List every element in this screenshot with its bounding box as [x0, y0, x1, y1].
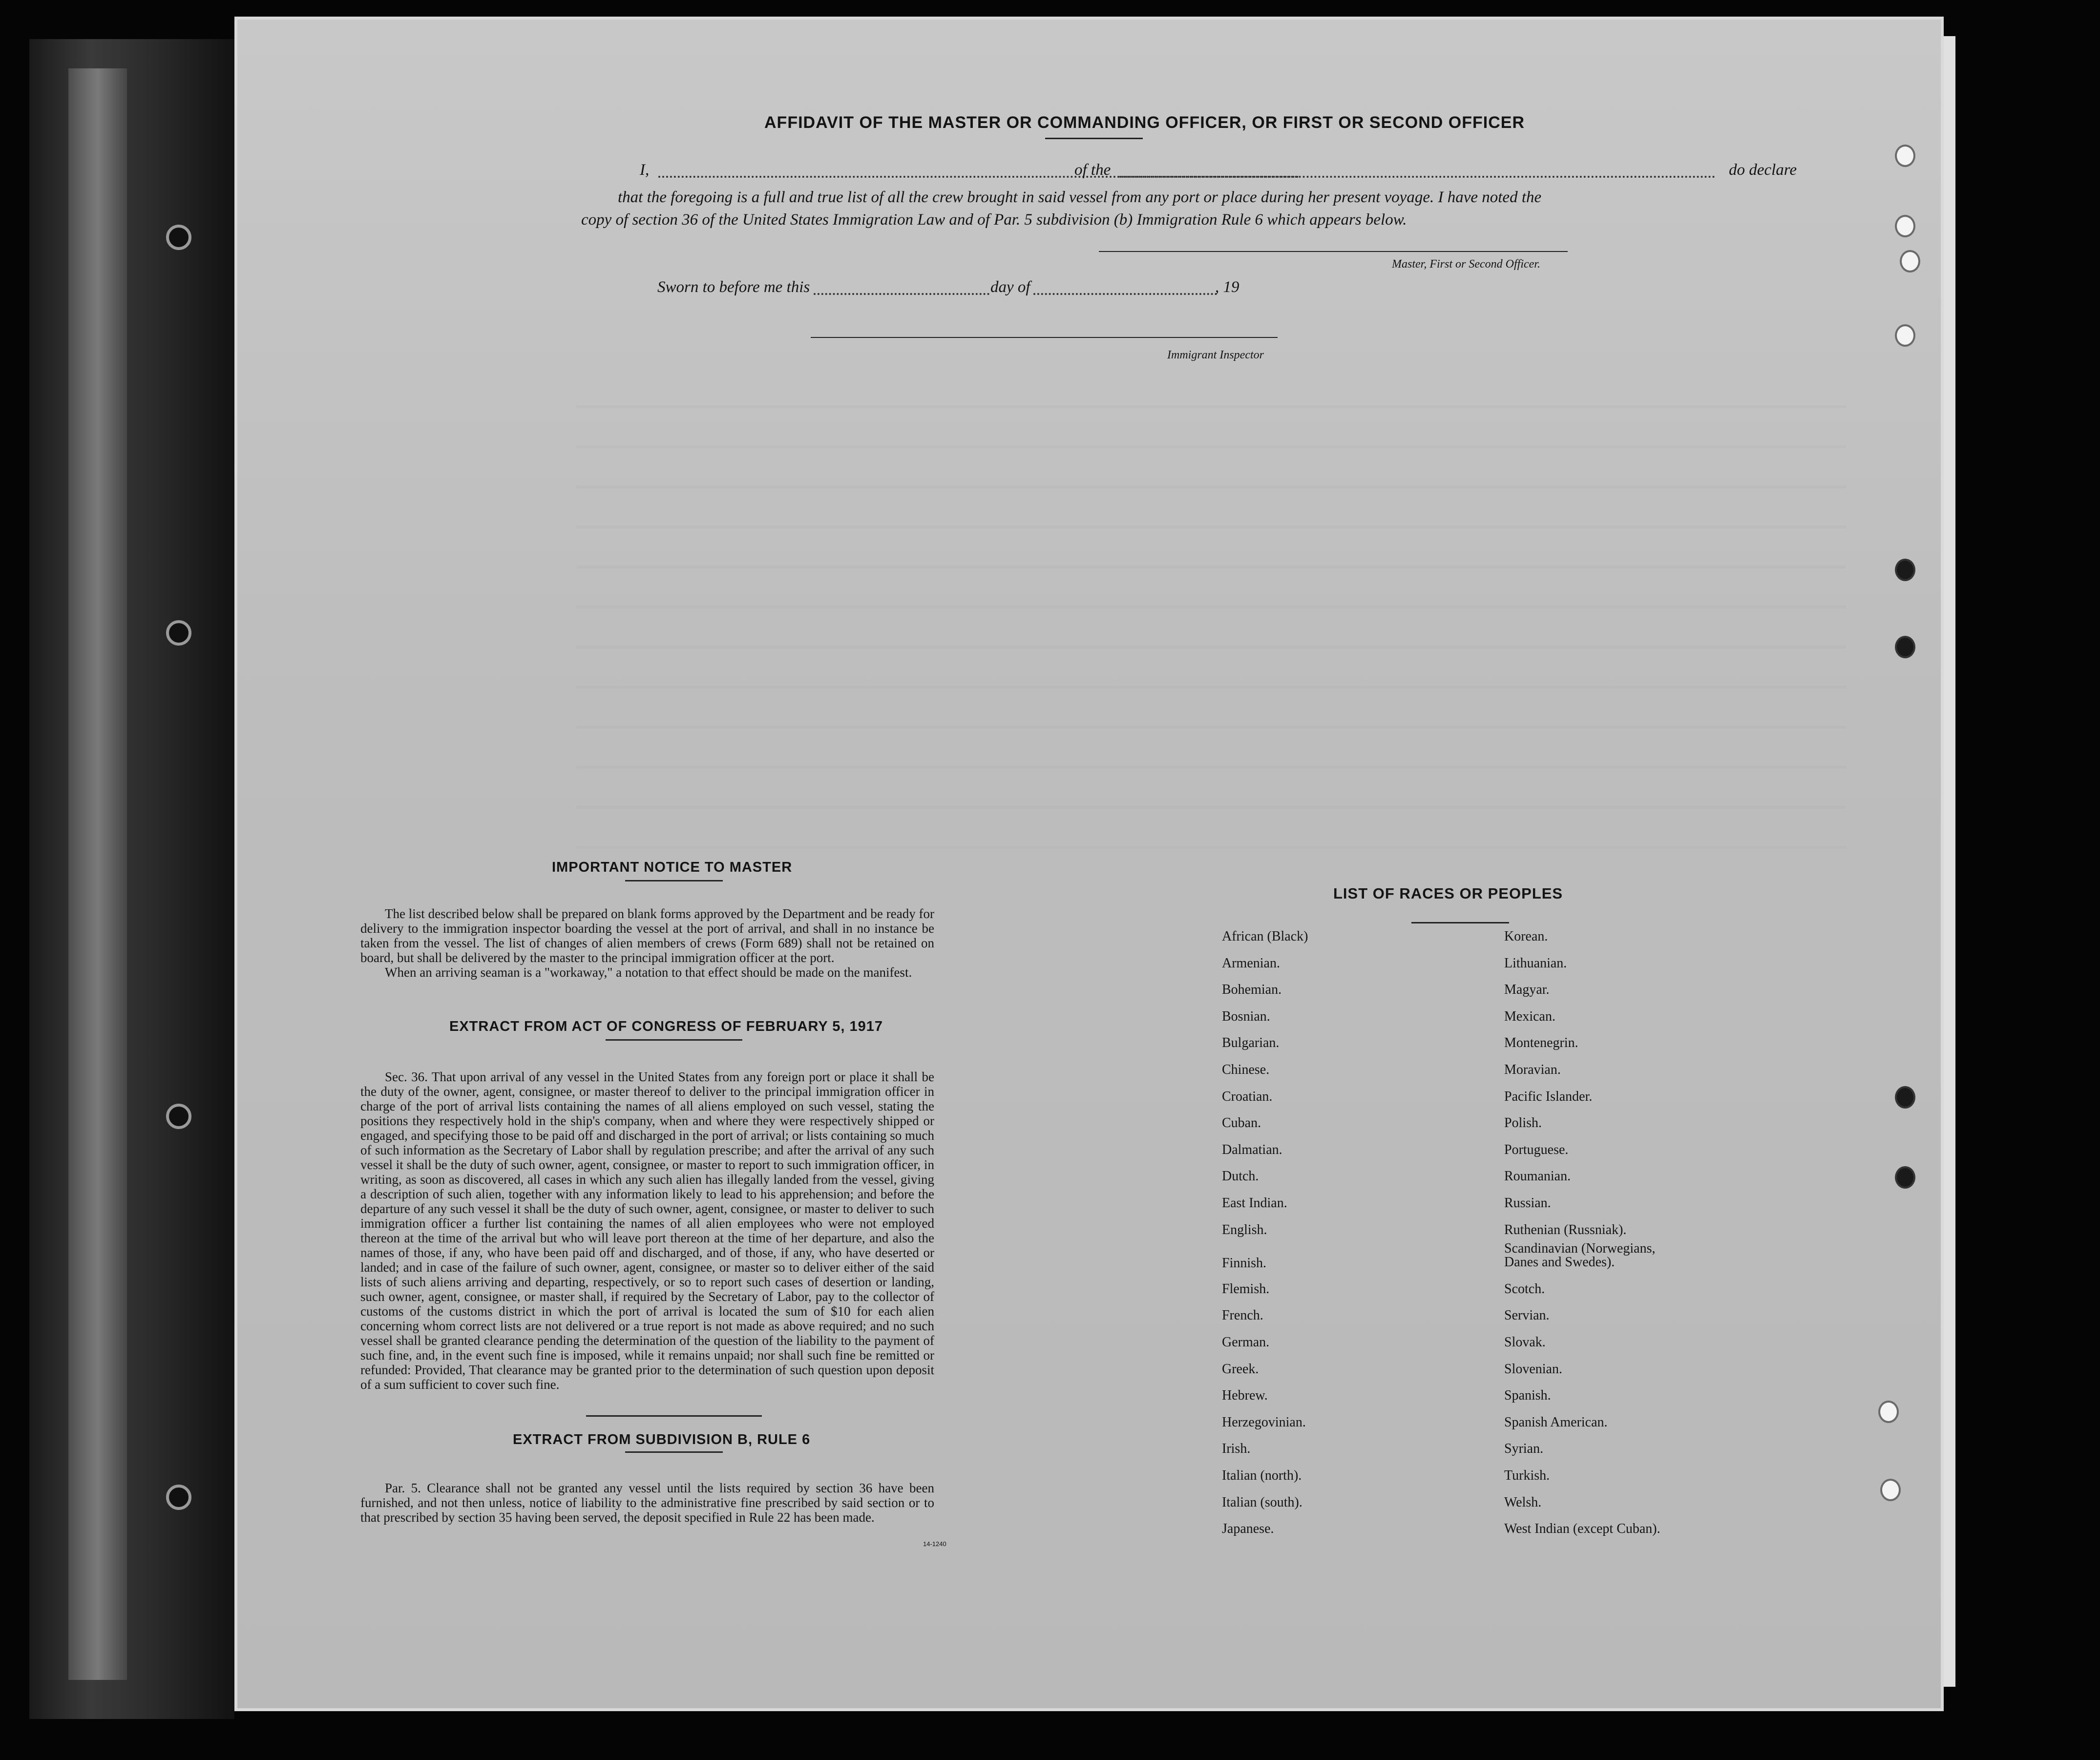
inspector-signature-line: [811, 337, 1278, 338]
sworn-day-blank: [814, 293, 989, 295]
bleed-through-texture: [576, 368, 1846, 857]
punch-hole: [1895, 145, 1915, 167]
race-item: Ruthenian (Russniak).: [1504, 1222, 1627, 1237]
rule-extract-top-rule: [586, 1415, 762, 1417]
sworn-prefix: Sworn to before me this: [657, 278, 810, 296]
affidavit-do-declare: do declare: [1729, 161, 1797, 179]
race-item: Turkish.: [1504, 1468, 1550, 1483]
sworn-year: , 19: [1215, 278, 1239, 296]
race-item: French.: [1222, 1308, 1263, 1323]
race-item: Pacific Islander.: [1504, 1089, 1593, 1104]
race-item: Hebrew.: [1222, 1388, 1268, 1404]
punch-hole: [1880, 1479, 1901, 1501]
race-item: Welsh.: [1504, 1494, 1542, 1510]
race-item: Dutch.: [1222, 1169, 1259, 1184]
underlying-page-strip: [29, 39, 234, 1719]
race-item: Slovak.: [1504, 1335, 1546, 1350]
race-item: Italian (north).: [1222, 1468, 1302, 1483]
title-underline: [1045, 138, 1143, 139]
race-item: Japanese.: [1222, 1521, 1274, 1537]
race-item: Syrian.: [1504, 1441, 1544, 1457]
notice-paragraph-2: When an arriving seaman is a "workaway," a notation to that effect should be made on the manifest.: [385, 965, 912, 980]
master-signature-line: [1099, 251, 1568, 252]
act-extract-underline: [606, 1039, 742, 1041]
sheet-edge: [1944, 36, 1955, 1687]
vessel-blank-line: [1119, 176, 1715, 178]
rule-extract-text: [360, 1481, 934, 1525]
binder-ring-hole: [166, 225, 191, 250]
race-item: Dalmatian.: [1222, 1142, 1282, 1157]
binder-ring-hole: [166, 1485, 191, 1510]
race-item: Bosnian.: [1222, 1008, 1270, 1024]
races-title: LIST OF RACES OR PEOPLES: [1333, 885, 1563, 902]
rule-par-5: Par. 5. Clearance shall not be granted any vessel until the lists required by section 36 have been furnished, and not then unless, notice of liability to the administrative fine prescribed by said section or to that prescribed by section 35 having been served, the deposit specified in Rule 22 has been made.: [360, 1481, 934, 1525]
punch-hole: [1895, 636, 1915, 658]
race-item: Portuguese.: [1504, 1142, 1569, 1157]
sworn-day-of: day of: [990, 278, 1030, 296]
punch-hole: [1895, 215, 1915, 237]
notice-paragraph-1: The list described below shall be prepared on blank forms approved by the Department and be ready for delivery to the immigration inspector boarding the vessel at the port of arrival, and shall in no instance be taken from the vessel. The list of changes of alien members of crews (Form 689) shall not be retained on board, but shall be delivered by the master to the principal immigration officer at the port.: [360, 906, 934, 965]
race-item: Korean.: [1504, 929, 1548, 944]
race-item: Mexican.: [1504, 1008, 1555, 1024]
punch-hole: [1895, 1086, 1915, 1109]
race-item: Moravian.: [1504, 1062, 1561, 1077]
affidavit-line-3: copy of section 36 of the United States Immigration Law and of Par. 5 subdivision (b) Immigration Rule 6 which appears below.: [581, 211, 1407, 229]
notice-title: IMPORTANT NOTICE TO MASTER: [552, 859, 793, 875]
race-item: Flemish.: [1222, 1281, 1270, 1297]
race-item: Italian (south).: [1222, 1494, 1302, 1510]
punch-hole: [1900, 250, 1920, 272]
affidavit-of-the: of the: [1074, 161, 1111, 179]
race-item: Scotch.: [1504, 1281, 1545, 1297]
race-item: Polish.: [1504, 1115, 1542, 1131]
punch-hole: [1895, 559, 1915, 581]
race-item: African (Black): [1222, 929, 1308, 944]
manifest-sheet: [234, 17, 1944, 1711]
notice-underline: [625, 880, 723, 881]
race-item: Russian.: [1504, 1195, 1551, 1211]
race-item: Servian.: [1504, 1308, 1550, 1323]
race-item: Bohemian.: [1222, 982, 1282, 998]
race-item: Finnish.: [1222, 1256, 1267, 1271]
race-item: Bulgarian.: [1222, 1035, 1280, 1051]
race-item: Herzegovinian.: [1222, 1414, 1306, 1430]
race-item: Cuban.: [1222, 1115, 1261, 1131]
affidavit-line-2: that the foregoing is a full and true list of all the crew brought in said vessel from any port or place during her present voyage. I have noted the: [618, 189, 1542, 206]
race-item: Spanish American.: [1504, 1414, 1608, 1430]
act-extract-text: [360, 1069, 934, 1392]
rule-extract-underline: [625, 1451, 723, 1453]
race-item: Croatian.: [1222, 1089, 1273, 1104]
act-section-36: Sec. 36. That upon arrival of any vessel in the United States from any foreign port or place it shall be the duty of the owner, agent, consignee, or master thereof to deliver to the principal immigration officer in charge of the port of arrival lists containing the names of all aliens employed on such vessel, stating the positions they respectively hold in the ship's company, when and where they were respectively shipped or engaged, and specifying those to be paid off and discharged in the port of arrival; or lists containing so much of such information as the Secretary of Labor shall by regulation prescribe; and after the arrival of any such vessel it shall be the duty of such owner, agent, consignee, or master to report to such immigration officer, in writing, as soon as discovered, all cases in which any such alien has illegally landed from the vessel, giving a description of such alien, together with any information likely to lead to his apprehension; and before the departure of any such vessel it shall be the duty of such owner, agent, consignee, or master to deliver to such immigration officer a further list containing the names of all alien employees who were not employed thereon at the time of the arrival but who will leave port thereon at the time of her departure, and also the names of those, if any, who have been paid off and discharged, and of those, if any, who have deserted or landed; and in case of the failure of such owner, agent, consignee, or master so to deliver either of the said lists of such aliens arriving and departing, respectively, or so to report such cases of desertion or landing, such owner, agent, consignee, or master shall, if required by the Secretary of Labor, pay to the collector of customs of the customs district in which the port of arrival is located the sum of $10 for each alien concerning whom correct lists are not delivered or a true report is not made as above required; and no such vessel shall be granted clearance pending the determination of the question of the liability to the payment of such fine, and, in the event such fine is imposed, while it remains unpaid; nor shall such fine be remitted or refunded: Provided, That clearance may be granted prior to the determination of such question upon deposit of a sum sufficient to cover such fine.: [360, 1069, 934, 1392]
race-item: Scandinavian (Norwegians, Danes and Swedes).: [1504, 1241, 1656, 1270]
punch-hole: [1895, 324, 1915, 347]
race-item: German.: [1222, 1335, 1270, 1350]
sworn-month-blank: [1033, 293, 1217, 295]
act-extract-title: EXTRACT FROM ACT OF CONGRESS OF FEBRUARY 5, 1917: [449, 1019, 883, 1034]
punch-hole: [1895, 1166, 1915, 1189]
binder-ring-hole: [166, 1104, 191, 1129]
race-item: Montenegrin.: [1504, 1035, 1578, 1051]
underlying-page-edge: [68, 68, 127, 1680]
affidavit-title: AFFIDAVIT OF THE MASTER OR COMMANDING OFFICER, OR FIRST OR SECOND OFFICER: [764, 113, 1525, 132]
punch-hole: [1878, 1401, 1899, 1423]
race-item: Irish.: [1222, 1441, 1251, 1457]
race-item: Armenian.: [1222, 955, 1280, 971]
race-item: Greek.: [1222, 1361, 1259, 1377]
race-item: Magyar.: [1504, 982, 1550, 998]
race-item: Spanish.: [1504, 1388, 1551, 1404]
race-item: West Indian (except Cuban).: [1504, 1521, 1660, 1537]
race-item: English.: [1222, 1222, 1267, 1237]
inspector-caption: Immigrant Inspector: [1167, 349, 1264, 361]
races-underline: [1411, 922, 1509, 923]
binder-ring-hole: [166, 620, 191, 646]
rule-extract-title: EXTRACT FROM SUBDIVISION B, RULE 6: [513, 1432, 811, 1447]
race-item: Slovenian.: [1504, 1361, 1562, 1377]
form-code: 14-1240: [923, 1540, 946, 1548]
race-item: Chinese.: [1222, 1062, 1270, 1077]
master-signature-caption: Master, First or Second Officer.: [1392, 258, 1540, 271]
notice-text: [360, 906, 934, 980]
affidavit-i: I,: [640, 161, 650, 179]
race-item: Lithuanian.: [1504, 955, 1567, 971]
race-item: Roumanian.: [1504, 1169, 1571, 1184]
race-item: East Indian.: [1222, 1195, 1287, 1211]
